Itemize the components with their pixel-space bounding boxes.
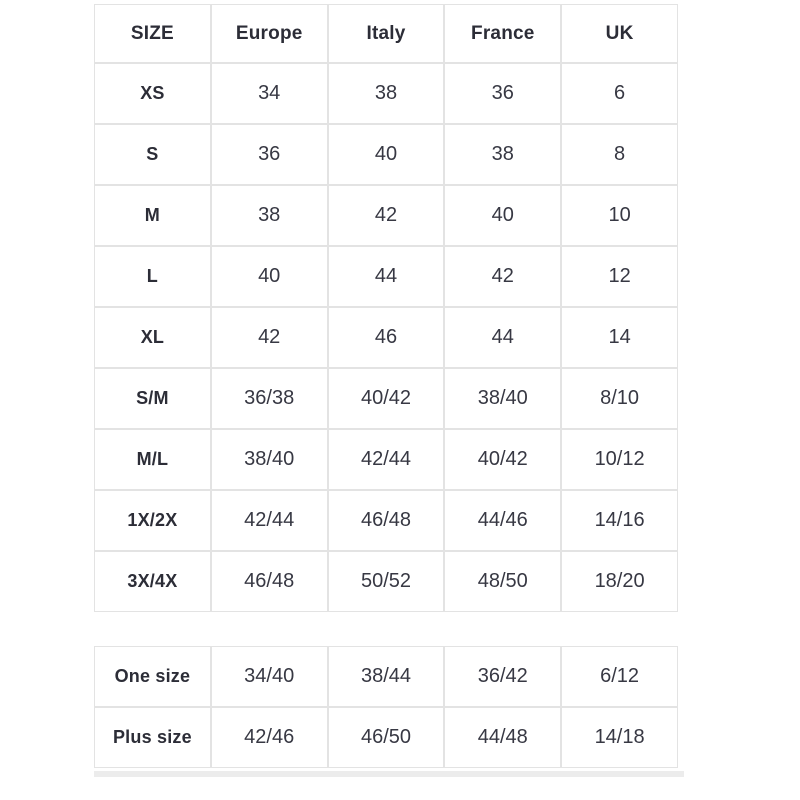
size-label-cell: L xyxy=(94,246,211,307)
header-cell-uk: UK xyxy=(561,4,678,63)
value-cell: 40/42 xyxy=(328,368,445,429)
header-cell-europe: Europe xyxy=(211,4,328,63)
value-cell: 36/42 xyxy=(444,646,561,707)
value-cell: 42 xyxy=(211,307,328,368)
value-cell: 14/18 xyxy=(561,707,678,768)
value-cell: 44/46 xyxy=(444,490,561,551)
table-row xyxy=(94,246,678,307)
value-cell: 6 xyxy=(561,63,678,124)
value-cell: 38/44 xyxy=(328,646,445,707)
standard-sizes-table-body xyxy=(94,63,678,612)
size-chart-container xyxy=(94,4,680,777)
value-cell: 42/46 xyxy=(211,707,328,768)
value-cell: 44 xyxy=(444,307,561,368)
value-cell: 48/50 xyxy=(444,551,561,612)
value-cell: 42 xyxy=(328,185,445,246)
table-row xyxy=(94,707,678,768)
value-cell: 36 xyxy=(211,124,328,185)
size-label-cell: M xyxy=(94,185,211,246)
value-cell: 46/48 xyxy=(328,490,445,551)
table-row xyxy=(94,307,678,368)
header-cell-italy: Italy xyxy=(328,4,445,63)
value-cell: 34/40 xyxy=(211,646,328,707)
value-cell: 38 xyxy=(328,63,445,124)
table-row xyxy=(94,646,678,707)
size-label-cell: 1X/2X xyxy=(94,490,211,551)
standard-sizes-table-head xyxy=(94,4,678,63)
size-label-cell: One size xyxy=(94,646,211,707)
value-cell: 42/44 xyxy=(211,490,328,551)
value-cell: 10 xyxy=(561,185,678,246)
value-cell: 34 xyxy=(211,63,328,124)
header-cell-france: France xyxy=(444,4,561,63)
table-row xyxy=(94,124,678,185)
value-cell: 8/10 xyxy=(561,368,678,429)
table-row xyxy=(94,63,678,124)
value-cell: 14/16 xyxy=(561,490,678,551)
size-label-cell: M/L xyxy=(94,429,211,490)
size-label-cell: S xyxy=(94,124,211,185)
value-cell: 38/40 xyxy=(444,368,561,429)
header-cell-size: SIZE xyxy=(94,4,211,63)
value-cell: 14 xyxy=(561,307,678,368)
table-row xyxy=(94,368,678,429)
value-cell: 42/44 xyxy=(328,429,445,490)
value-cell: 40/42 xyxy=(444,429,561,490)
value-cell: 46/48 xyxy=(211,551,328,612)
table-row xyxy=(94,429,678,490)
table-row xyxy=(94,490,678,551)
size-label-cell: XS xyxy=(94,63,211,124)
value-cell: 18/20 xyxy=(561,551,678,612)
value-cell: 38 xyxy=(211,185,328,246)
special-sizes-table xyxy=(94,646,678,768)
value-cell: 12 xyxy=(561,246,678,307)
value-cell: 44 xyxy=(328,246,445,307)
value-cell: 40 xyxy=(328,124,445,185)
value-cell: 40 xyxy=(444,185,561,246)
header-row xyxy=(94,4,678,63)
value-cell: 46 xyxy=(328,307,445,368)
value-cell: 38/40 xyxy=(211,429,328,490)
value-cell: 46/50 xyxy=(328,707,445,768)
table-row xyxy=(94,185,678,246)
value-cell: 42 xyxy=(444,246,561,307)
value-cell: 8 xyxy=(561,124,678,185)
size-label-cell: 3X/4X xyxy=(94,551,211,612)
value-cell: 10/12 xyxy=(561,429,678,490)
size-label-cell: Plus size xyxy=(94,707,211,768)
cropped-element-edge xyxy=(94,771,684,777)
size-label-cell: XL xyxy=(94,307,211,368)
value-cell: 44/48 xyxy=(444,707,561,768)
size-label-cell: S/M xyxy=(94,368,211,429)
special-sizes-table-body xyxy=(94,646,678,768)
value-cell: 6/12 xyxy=(561,646,678,707)
value-cell: 36 xyxy=(444,63,561,124)
table-row xyxy=(94,551,678,612)
standard-sizes-table xyxy=(94,4,678,612)
value-cell: 38 xyxy=(444,124,561,185)
value-cell: 50/52 xyxy=(328,551,445,612)
value-cell: 36/38 xyxy=(211,368,328,429)
value-cell: 40 xyxy=(211,246,328,307)
